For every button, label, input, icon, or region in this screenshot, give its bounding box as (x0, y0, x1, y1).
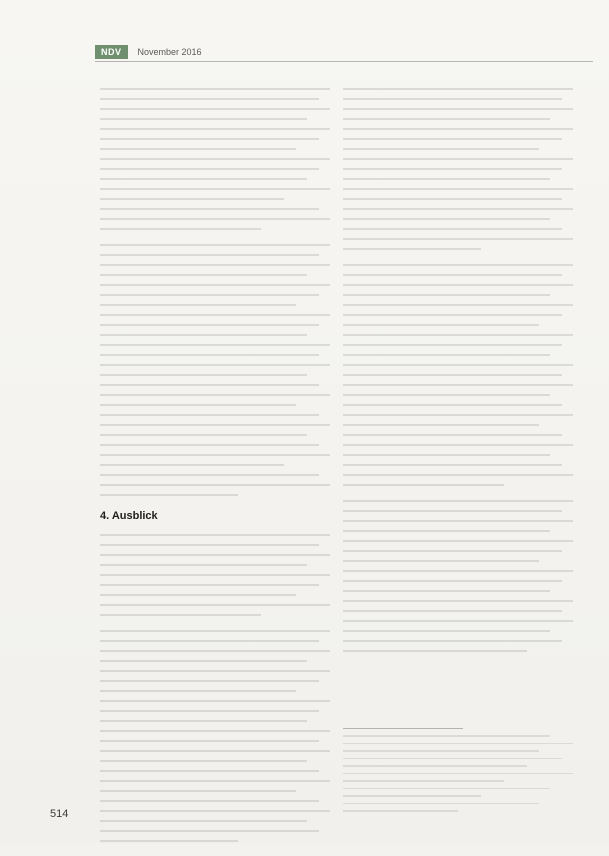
paragraph (343, 264, 573, 486)
paragraph (100, 88, 330, 230)
journal-badge: NDV (95, 45, 128, 59)
left-column (100, 88, 330, 856)
issue-label: November 2016 (137, 47, 202, 57)
paragraph (100, 244, 330, 496)
paragraph (100, 630, 330, 842)
paragraph (343, 88, 573, 250)
footnotes (343, 728, 573, 818)
header-divider (95, 61, 593, 62)
section-heading: 4. Ausblick (100, 510, 158, 522)
masthead (95, 45, 202, 59)
paragraph (343, 500, 573, 652)
page-number: 514 (50, 808, 69, 820)
right-column (343, 88, 573, 666)
footnote-divider (343, 728, 463, 729)
paragraph (100, 534, 330, 616)
